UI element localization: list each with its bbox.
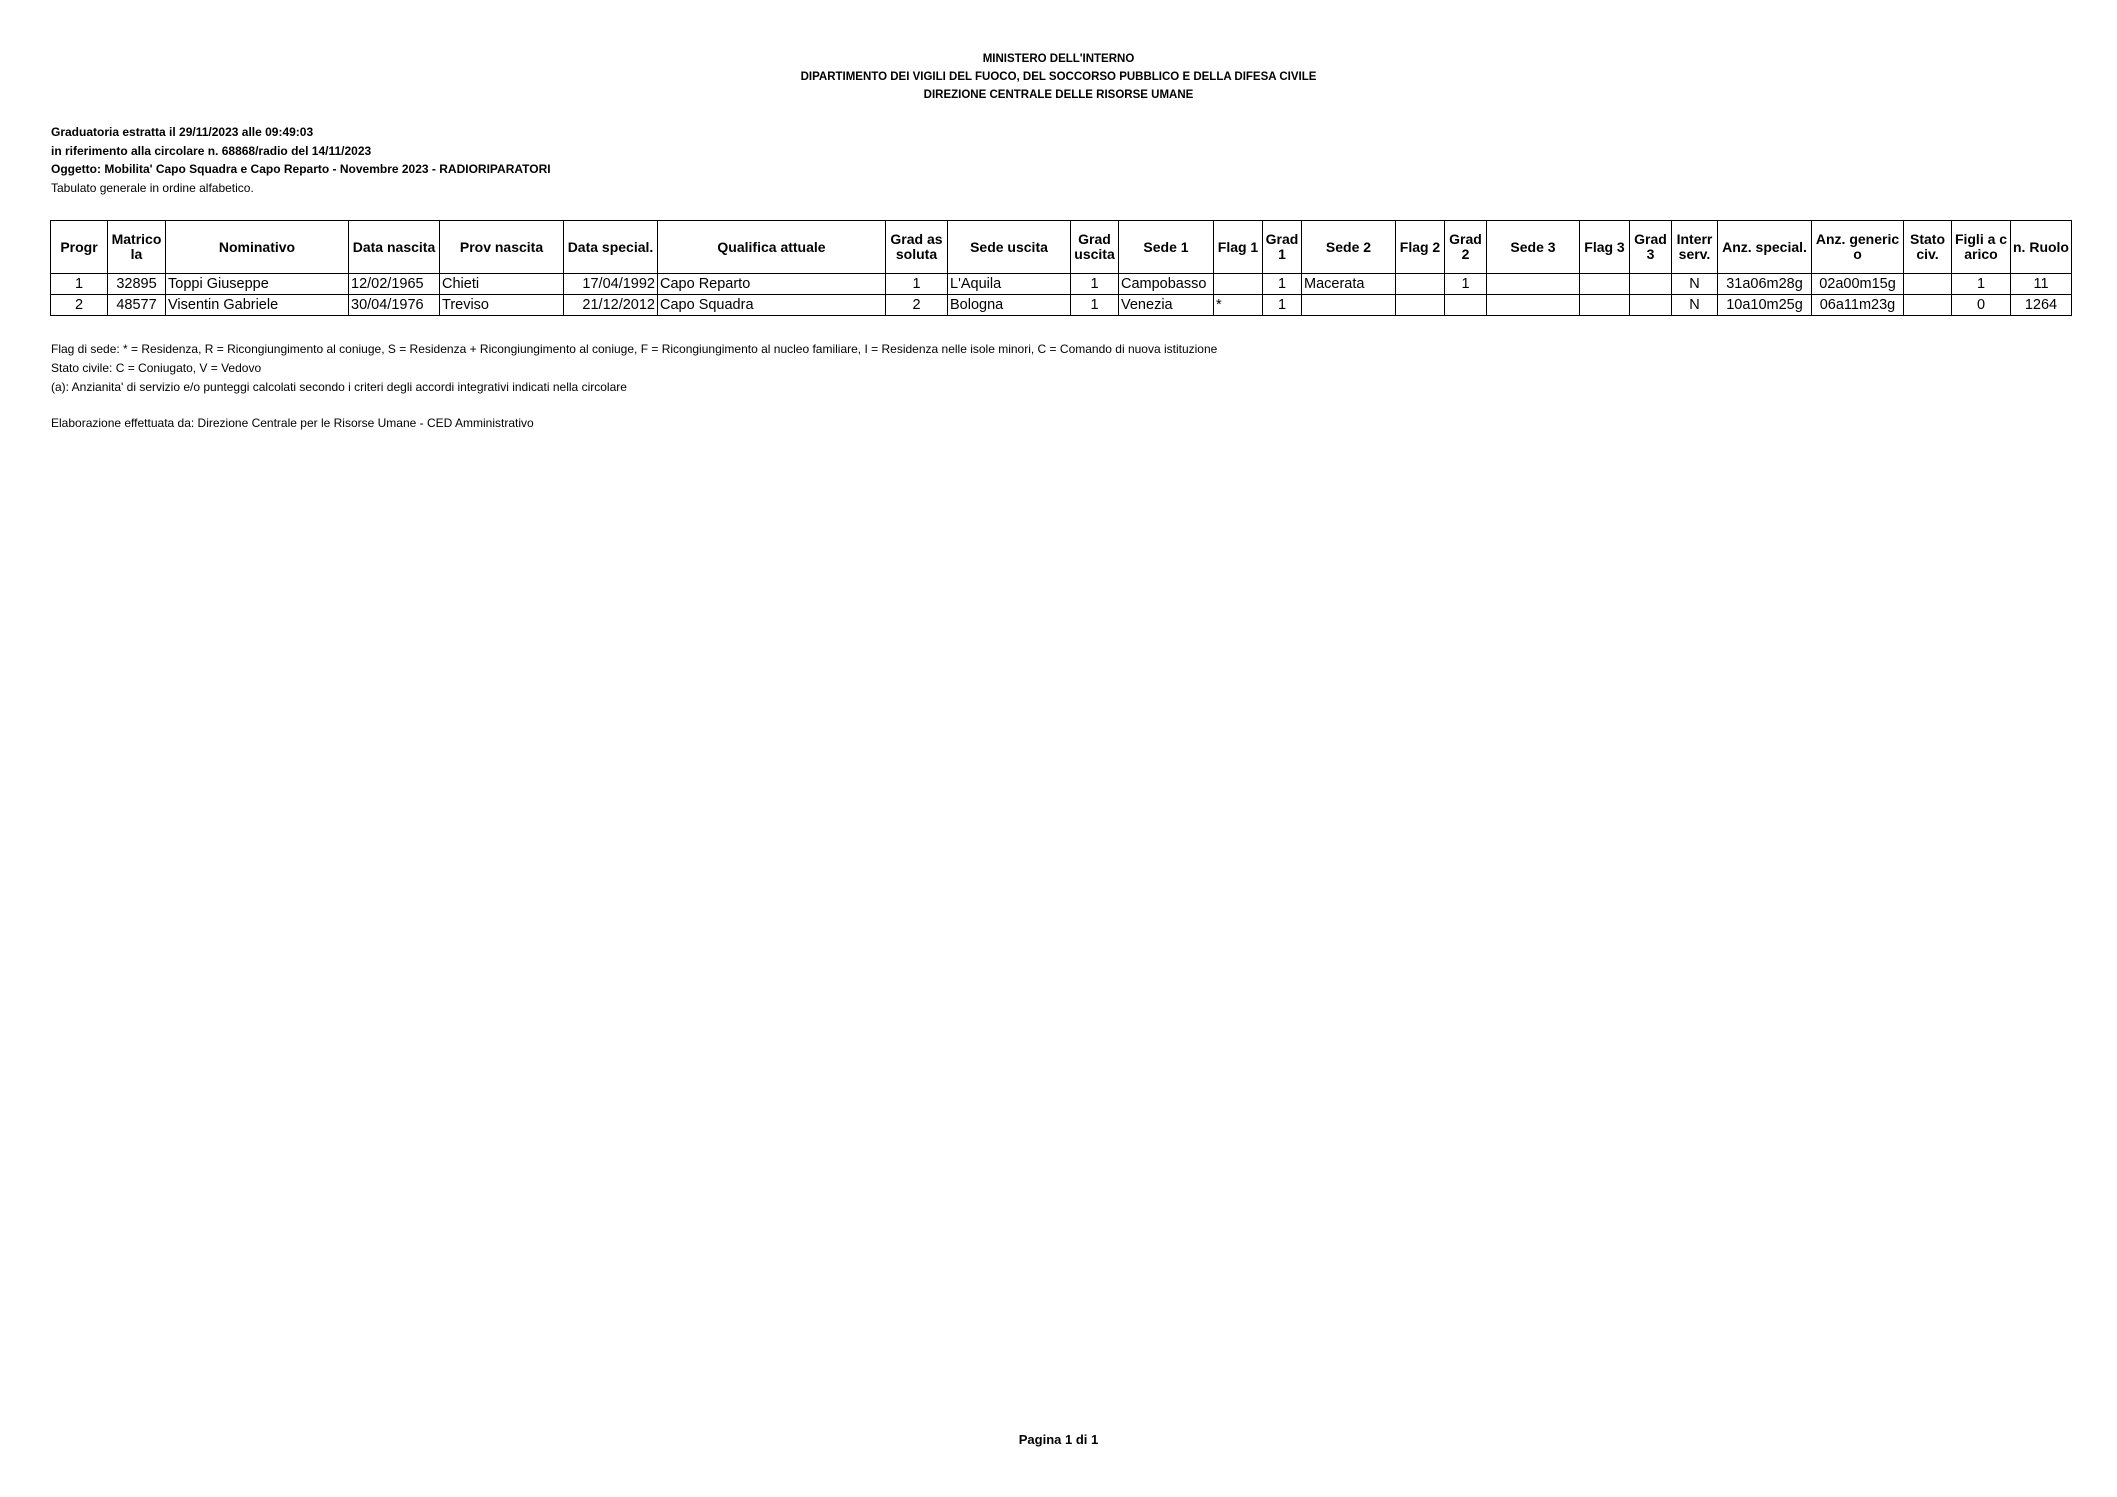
table-cell: 1264	[2011, 295, 2072, 316]
table-cell	[1302, 295, 1396, 316]
column-header: Sede uscita	[948, 221, 1071, 274]
table-row	[51, 295, 2072, 316]
table-cell: 32895	[108, 274, 166, 295]
table-cell: 06a11m23g	[1812, 295, 1904, 316]
column-header: Nominativo	[166, 221, 349, 274]
table-cell: 21/12/2012	[564, 295, 658, 316]
page-number: Pagina 1 di 1	[1018, 1432, 1099, 1447]
directorate-title: DIREZIONE CENTRALE DELLE RISORSE UMANE	[923, 89, 1194, 101]
table-cell: 1	[1952, 274, 2011, 295]
column-header: Prov nascita	[440, 221, 564, 274]
table-cell: Macerata	[1302, 274, 1396, 295]
document-meta	[51, 123, 551, 197]
table-cell: Bologna	[948, 295, 1071, 316]
table-cell	[1396, 274, 1445, 295]
column-header: Sede 2	[1302, 221, 1396, 274]
table-cell: 1	[51, 274, 108, 295]
table-cell: N	[1672, 274, 1718, 295]
column-header: Data special.	[564, 221, 658, 274]
column-header: Figli a carico	[1952, 221, 2011, 274]
civil-status-legend: Stato civile: C = Coniugato, V = Vedovo	[51, 361, 262, 375]
subject-line: Oggetto: Mobilita' Capo Squadra e Capo Reparto - Novembre 2023 - RADIORIPARATORI	[51, 162, 551, 176]
ministry-title: MINISTERO DELL'INTERNO	[982, 53, 1135, 65]
seniority-note: (a): Anzianita' di servizio e/o punteggi calcolati secondo i criteri degli accordi integrativi indicati nella circolare	[51, 380, 627, 394]
table-cell: 12/02/1965	[349, 274, 440, 295]
elaboration-note: Elaborazione effettuata da: Direzione Centrale per le Risorse Umane - CED Amministrativo	[51, 416, 534, 430]
column-header: Flag 1	[1214, 221, 1263, 274]
table-cell: 2	[51, 295, 108, 316]
table-cell	[1214, 274, 1263, 295]
table-cell: 1	[1263, 274, 1302, 295]
column-header: Anz. special.	[1718, 221, 1812, 274]
column-header: Matricola	[108, 221, 166, 274]
table-cell	[1580, 274, 1630, 295]
column-header: Qualifica attuale	[658, 221, 886, 274]
flag-legend: Flag di sede: * = Residenza, R = Ricongiungimento al coniuge, S = Residenza + Ricongiungimento al coniuge, F = Ricongiungimento al nucleo familiare, I = Residenza nelle isole minori, C = Comando di nuova istituzione	[51, 342, 1218, 356]
table-cell	[1580, 295, 1630, 316]
column-header: Flag 3	[1580, 221, 1630, 274]
column-header: Sede 1	[1119, 221, 1214, 274]
table-cell: 17/04/1992	[564, 274, 658, 295]
table-cell: 30/04/1976	[349, 295, 440, 316]
column-header: Stato civ.	[1904, 221, 1952, 274]
table-cell	[1904, 295, 1952, 316]
column-header: Grad 1	[1263, 221, 1302, 274]
listing-note: Tabulato generale in ordine alfabetico.	[51, 180, 254, 195]
legend-notes	[51, 340, 1217, 397]
column-header: Interr serv.	[1672, 221, 1718, 274]
table-cell: 2	[886, 295, 948, 316]
table-cell: Capo Reparto	[658, 274, 886, 295]
table-cell: *	[1214, 295, 1263, 316]
table-cell	[1487, 274, 1580, 295]
circular-reference: in riferimento alla circolare n. 68868/radio del 14/11/2023	[51, 143, 372, 158]
table-cell: L'Aquila	[948, 274, 1071, 295]
table-cell: Visentin Gabriele	[166, 295, 349, 316]
table-cell: 1	[886, 274, 948, 295]
table-header-row	[51, 221, 2072, 274]
table-cell: Campobasso	[1119, 274, 1214, 295]
table-cell: 0	[1952, 295, 2011, 316]
table-cell: 1	[1071, 295, 1119, 316]
table-cell: 1	[1071, 274, 1119, 295]
table-cell	[1445, 295, 1487, 316]
column-header: Grad 3	[1630, 221, 1672, 274]
column-header: Sede 3	[1487, 221, 1580, 274]
table-cell: 02a00m15g	[1812, 274, 1904, 295]
table-cell: Capo Squadra	[658, 295, 886, 316]
table-cell	[1630, 295, 1672, 316]
table-cell: Treviso	[440, 295, 564, 316]
table-row	[51, 274, 2072, 295]
table-cell: Chieti	[440, 274, 564, 295]
table-cell: N	[1672, 295, 1718, 316]
ranking-table	[50, 220, 2072, 316]
column-header: Grad 2	[1445, 221, 1487, 274]
department-title: DIPARTIMENTO DEI VIGILI DEL FUOCO, DEL SOCCORSO PUBBLICO E DELLA DIFESA CIVILE	[800, 71, 1317, 83]
table-cell: 1	[1263, 295, 1302, 316]
table-cell: 31a06m28g	[1718, 274, 1812, 295]
column-header: Data nascita	[349, 221, 440, 274]
extraction-date: Graduatoria estratta il 29/11/2023 alle 09:49:03	[51, 125, 314, 139]
column-header: Flag 2	[1396, 221, 1445, 274]
table-cell	[1904, 274, 1952, 295]
table-cell: 48577	[108, 295, 166, 316]
table-cell	[1487, 295, 1580, 316]
table-cell: Toppi Giuseppe	[166, 274, 349, 295]
column-header: n. Ruolo	[2011, 221, 2072, 274]
table-cell	[1630, 274, 1672, 295]
column-header: Anz. generico	[1812, 221, 1904, 274]
table-cell: 10a10m25g	[1718, 295, 1812, 316]
column-header: Grad uscita	[1071, 221, 1119, 274]
table-cell	[1396, 295, 1445, 316]
table-cell: Venezia	[1119, 295, 1214, 316]
table-cell: 1	[1445, 274, 1487, 295]
table-cell: 11	[2011, 274, 2072, 295]
document-header	[0, 50, 2117, 104]
column-header: Grad assoluta	[886, 221, 948, 274]
column-header: Progr	[51, 221, 108, 274]
